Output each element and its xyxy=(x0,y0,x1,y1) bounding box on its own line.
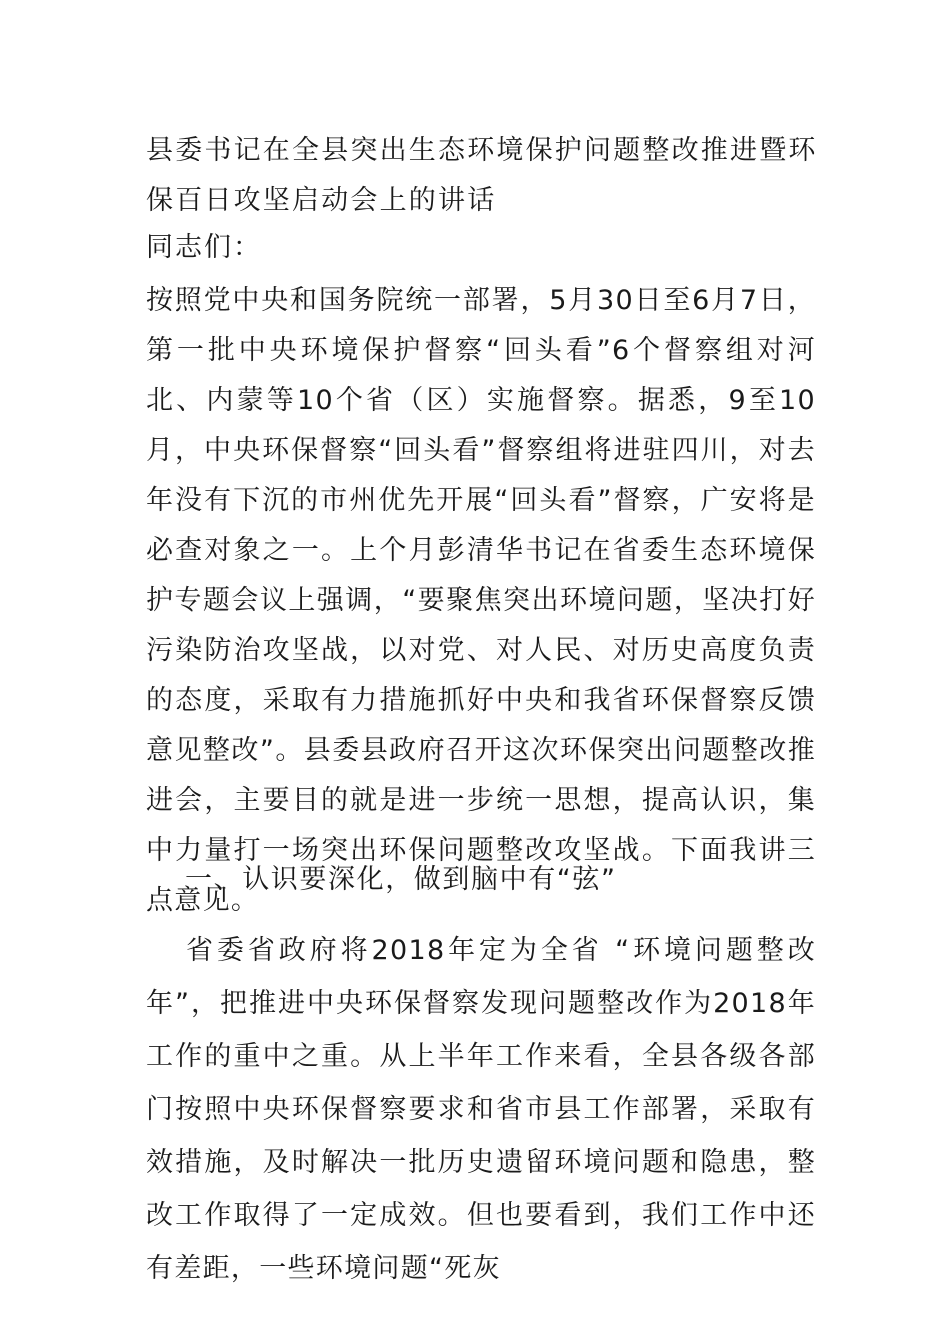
paragraph-2: 省委省政府将2018年定为全省 “环境问题整改年”，把推进中央环保督察发现问题整改作为2018年工作的重中之重。从上半年工作来看，全县各级各部门按照中央环保督察要求和省市县工作部署，采取有效措施，及时解决一批历史遗留环境问题和隐患，整改工作取得了一定成效。但也要看到，我们工作中还有差距，一些环境问题“死灰 xyxy=(146,935,816,1284)
document-title: 县委书记在全县突出生态环境保护问题整改推进暨环保百日攻坚启动会上的讲话 xyxy=(146,135,818,216)
paragraph-1: 按照党中央和国务院统一部署，5月30日至6月7日，第一批中央环境保护督察“回头看”6个督察组对河北、内蒙等10个省（区）实施督察。据悉，9至10月，中央环保督察“回头看”督察组将进驻四川，对去年没有下沉的市州优先开展“回头看”督察，广安将是必查对象之一。上个月彭清华书记在省委生态环境保护专题会议上强调，“要聚焦突出环境问题，坚决打好污染防治攻坚战，以对党、对人民、对历史高度负责的态度，采取有力措施抓好中央和我省环保督察反馈意见整改”。县委县政府召开这次环保突出问题整改推进会，主要目的就是进一步统一思想，提高认识，集中力量打一场突出环保问题整改攻坚战。下面我讲三点意见。 xyxy=(146,285,816,916)
section-heading-1: 一、认识要深化，做到脑中有“弦” xyxy=(185,864,617,895)
salutation: 同志们： xyxy=(146,232,262,263)
